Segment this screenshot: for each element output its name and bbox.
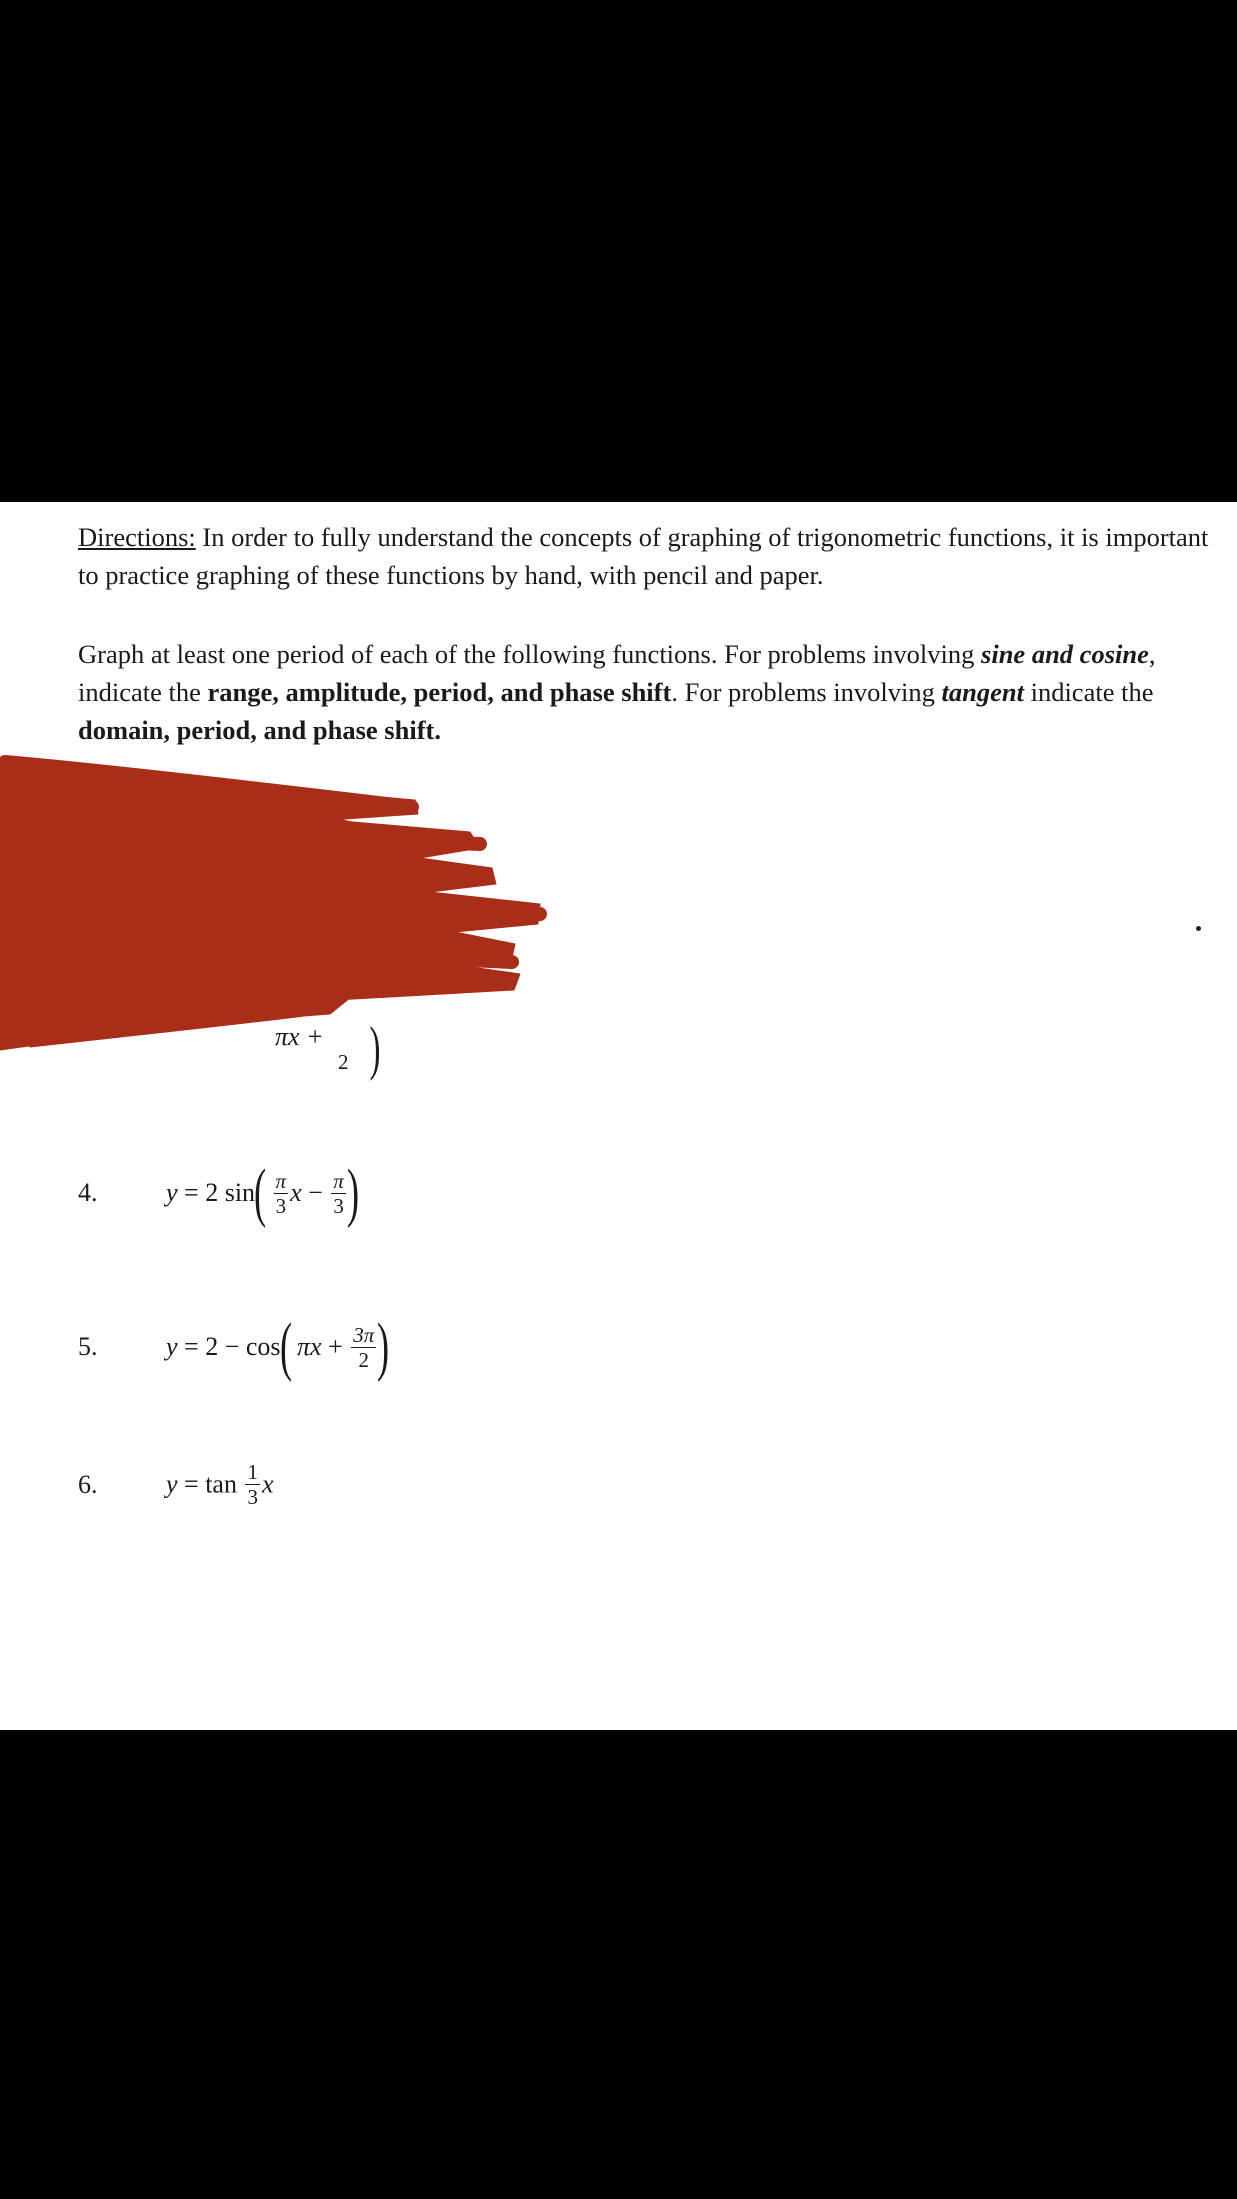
problem-5 xyxy=(78,1310,778,1404)
problem-4-equation xyxy=(166,1156,359,1229)
tangent-items: domain, period, and phase shift. xyxy=(78,715,441,745)
frac-den: 3 xyxy=(333,1193,344,1218)
var-x: x xyxy=(261,1469,274,1499)
equation-operator: = 2 sin xyxy=(177,1178,256,1207)
problem-6 xyxy=(78,1460,778,1550)
frac-num: π xyxy=(333,1168,344,1193)
tangent-emphasis: tangent xyxy=(941,677,1024,707)
problem-number: 5. xyxy=(78,1332,98,1361)
equation-operator: = tan xyxy=(177,1469,244,1499)
plus-sign: + xyxy=(321,1332,350,1361)
var-y: y xyxy=(166,1469,178,1499)
problem-5-equation xyxy=(166,1310,390,1383)
red-scribble-redaction xyxy=(0,752,560,1072)
fraction-1-over-3 xyxy=(245,1460,260,1509)
problem-6-equation xyxy=(166,1460,274,1509)
problem-number: 6. xyxy=(78,1470,98,1499)
problem-4 xyxy=(78,1156,778,1250)
fragment-paren: ) xyxy=(369,1015,381,1081)
worksheet-page xyxy=(0,502,1237,1730)
sine-cosine-emphasis: sine and cosine xyxy=(981,639,1149,669)
fragment-denominator: 2 xyxy=(338,1050,349,1074)
left-paren: ( xyxy=(254,1156,267,1229)
directions-text: In order to fully understand the concepts of graphing of trigonometric functions, it is important to practice graphing of these functions by hand, with pencil and paper. xyxy=(78,522,1209,590)
var-x: x xyxy=(290,1178,302,1207)
right-paren: ) xyxy=(346,1156,359,1229)
var-y: y xyxy=(166,1178,178,1207)
frac-num: 3π xyxy=(353,1322,375,1347)
instructions-text-1: Graph at least one period of each of the following functions. For problems involving xyxy=(78,639,982,669)
directions-paragraph xyxy=(78,518,1228,594)
directions-label: Directions: xyxy=(78,522,196,552)
left-paren: ( xyxy=(279,1310,292,1383)
fraction-pi-over-3 xyxy=(274,1169,289,1218)
pi-x-term: πx xyxy=(297,1332,322,1361)
minus-sign: − xyxy=(301,1178,330,1207)
instructions-text-4: indicate the xyxy=(1023,677,1154,707)
right-paren: ) xyxy=(377,1310,390,1383)
var-y: y xyxy=(166,1332,178,1361)
instructions-text-2: , indicate the xyxy=(78,639,1156,707)
stray-dot xyxy=(1196,926,1201,931)
problem-number: 4. xyxy=(78,1178,98,1207)
frac-num: π xyxy=(275,1168,287,1193)
fraction-pi-over-3-b xyxy=(331,1169,346,1218)
fraction-3pi-over-2 xyxy=(351,1323,376,1372)
instructions-paragraph xyxy=(78,635,1228,749)
instructions-text-3: . For problems involving xyxy=(671,677,942,707)
fragment-pi-x: πx + xyxy=(275,1022,324,1051)
frac-num: 1 xyxy=(247,1460,258,1484)
sine-cosine-items: range, amplitude, period, and phase shift xyxy=(207,677,672,707)
frac-den: 2 xyxy=(358,1347,370,1372)
frac-den: 3 xyxy=(275,1193,287,1218)
frac-den: 3 xyxy=(247,1485,258,1509)
equation-operator: = 2 − cos xyxy=(177,1332,281,1361)
